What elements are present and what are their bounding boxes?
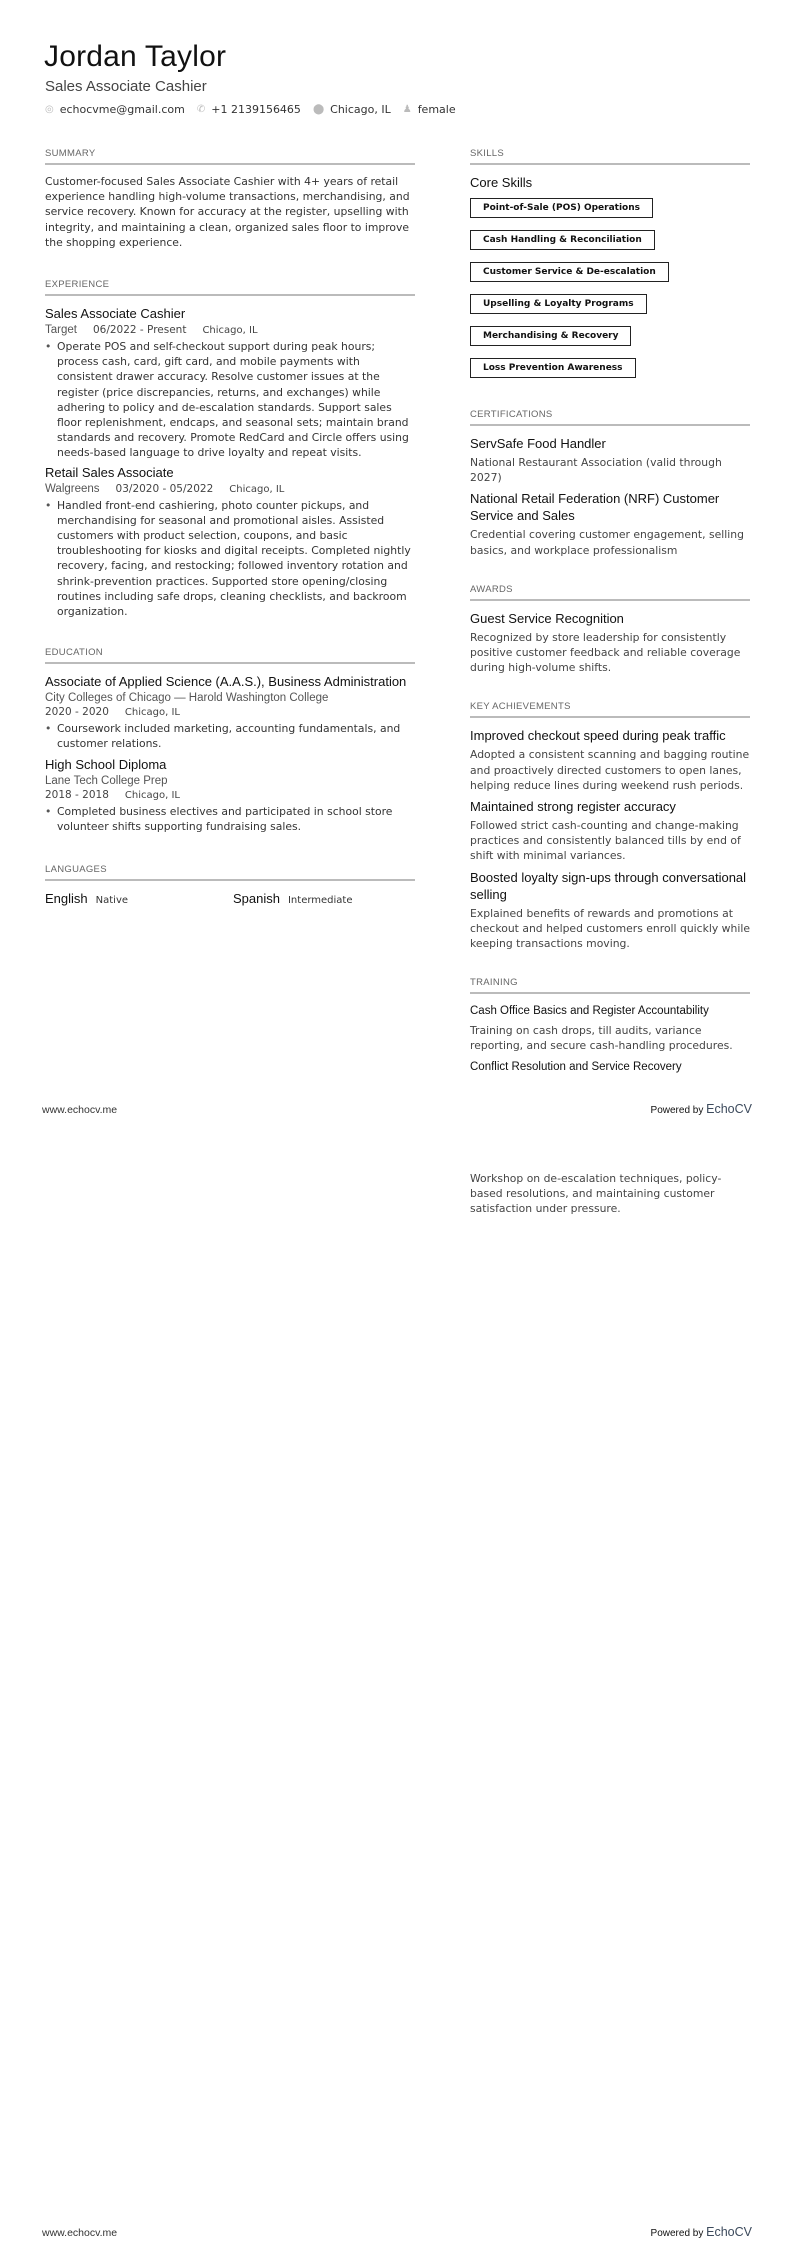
company: Walgreens — [45, 482, 100, 495]
job-dates: 03/2020 - 05/2022 — [115, 482, 214, 495]
training-name: Conflict Resolution and Service Recovery — [470, 1060, 682, 1073]
cert-detail: National Restaurant Association (valid through 2027) — [470, 456, 722, 485]
powered-by-text: Powered by — [650, 1105, 704, 1116]
training-name: Cash Office Basics and Register Accountability — [470, 1005, 709, 1018]
job-entry — [45, 305, 415, 461]
experience-section — [45, 279, 415, 619]
section-heading: LANGUAGES — [45, 864, 415, 881]
section-heading: CERTIFICATIONS — [470, 409, 750, 426]
edu-bullet: • Completed business electives and participated in school store volunteer shifts supporting fundraising sales. — [45, 804, 415, 834]
edu-bullet: • Coursework included marketing, accounting fundamentals, and customer relations. — [45, 721, 415, 751]
job-bullet: • Handled front-end cashiering, photo counter pickups, and merchandising for seasonal and promotional aisles. Assisted customers with product selection, coupons, and basic troubleshooting for kiosks and digital receipts. Completed nightly recovery, facing, and restocking; followed inventory rotation and shrink-prevention practices. Supported store opening/closing routines including safe drops, cleaning checklists, and backroom organization. — [45, 498, 415, 620]
skill-list — [470, 195, 750, 387]
skill-chip: Point-of-Sale (POS) Operations — [470, 198, 653, 218]
languages-section — [45, 864, 415, 907]
education-entry — [45, 756, 415, 834]
edu-location: Chicago, IL — [124, 789, 180, 801]
right-column — [470, 148, 750, 1076]
skill-chip: Customer Service & De-escalation — [470, 262, 669, 282]
brand-logo-text: EchoCV — [706, 2225, 752, 2239]
degree: Associate of Applied Science (A.A.S.), Business Administration — [45, 674, 407, 690]
language-level: Native — [95, 895, 129, 907]
footer-website-link[interactable]: www.echocv.me — [42, 2227, 118, 2239]
cert-name: ServSafe Food Handler — [470, 436, 606, 451]
section-heading: SUMMARY — [45, 148, 415, 165]
achievement-name: Improved checkout speed during peak traffic — [470, 728, 726, 744]
job-dates: 06/2022 - Present — [92, 324, 187, 337]
edu-dates: 2020 - 2020 — [45, 706, 109, 719]
certifications-section — [470, 409, 750, 558]
footer-powered-by[interactable] — [651, 1102, 752, 1116]
section-heading: KEY ACHIEVEMENTS — [470, 701, 750, 718]
job-location: Chicago, IL — [202, 325, 258, 337]
email-text: echocvme@gmail.com — [59, 103, 185, 116]
education-entry — [45, 673, 415, 751]
school: Lane Tech College Prep — [45, 774, 168, 787]
footer-powered-by[interactable] — [651, 2225, 752, 2239]
left-column — [45, 148, 415, 907]
job-title: Retail Sales Associate — [45, 464, 174, 480]
cert-detail: Credential covering customer engagement, selling basics, and workplace professionalism — [470, 528, 744, 557]
language-name: Spanish — [233, 891, 280, 907]
job-entry — [45, 464, 415, 620]
education-section — [45, 647, 415, 834]
awards-section — [470, 584, 750, 676]
summary-text: Customer-focused Sales Associate Cashier with 4+ years of retail experience handling high-volume transactions, merchandising, and service recovery. Known for accuracy at the register, upselling with integrity, and maintaining a clean, organized sales floor to improve the shopping experience. — [45, 175, 410, 249]
footer-website-link[interactable]: www.echocv.me — [42, 1104, 118, 1116]
achievement-detail: Adopted a consistent scanning and bagging routine and proactively directed customers to open lanes, helping reduce lines during weekend rush periods. — [470, 748, 750, 792]
phone-icon: ✆ — [196, 104, 206, 115]
job-bullet: • Operate POS and self-checkout support during peak hours; process cash, card, gift card, and mobile payments with consistent drawer accuracy. Resolve customer issues at the register (price discrepancies, returns, and exchanges) while adhering to policy and de-escalation standards. Support sales floor replenishment, endcaps, and seasonal sets; maintain brand standards and recovery. Promote RedCard and Circle offers using needs-based language to drive loyalty and repeat visits. — [45, 339, 415, 461]
section-heading: TRAINING — [470, 977, 750, 994]
achievements-section — [470, 701, 750, 951]
degree: High School Diploma — [45, 756, 167, 772]
skills-section — [470, 148, 750, 387]
job-title: Sales Associate Cashier — [45, 306, 186, 322]
candidate-title: Sales Associate Cashier — [45, 78, 207, 95]
cert-name: National Retail Federation (NRF) Customer Service and Sales — [470, 491, 720, 524]
skill-chip: Merchandising & Recovery — [470, 326, 631, 346]
contact-bar — [45, 103, 456, 116]
award-detail: Recognized by store leadership for consistently positive customer feedback and reliable coverage during high-volume shifts. — [470, 630, 741, 675]
phone-text: +1 2139156465 — [211, 103, 301, 116]
gender-text: female — [417, 103, 456, 116]
language-level: Intermediate — [287, 895, 353, 907]
language-name: English — [45, 891, 88, 907]
achievement-name: Boosted loyalty sign-ups through conversational selling — [470, 869, 747, 902]
contact-email[interactable] — [45, 103, 185, 116]
summary-section — [45, 148, 415, 250]
school: City Colleges of Chicago — Harold Washington College — [45, 692, 329, 705]
skill-chip: Upselling & Loyalty Programs — [470, 294, 647, 314]
language-item — [45, 890, 233, 907]
skill-group-title: Core Skills — [470, 175, 533, 190]
achievement-detail: Explained benefits of rewards and promotions at checkout and helped customers enroll quickly while keeping transactions moving. — [470, 906, 750, 951]
job-location: Chicago, IL — [229, 483, 285, 495]
contact-phone[interactable] — [197, 103, 301, 116]
brand-logo-text: EchoCV — [706, 1102, 752, 1116]
company: Target — [45, 324, 77, 337]
section-heading: AWARDS — [470, 584, 750, 601]
section-heading: SKILLS — [470, 148, 750, 165]
training-detail: Workshop on de-escalation techniques, policy-based resolutions, and maintaining customer satisfaction under pressure. — [470, 1172, 722, 1216]
training-section — [470, 977, 750, 1075]
edu-dates: 2018 - 2018 — [45, 788, 109, 801]
candidate-name: Jordan Taylor — [44, 40, 227, 73]
contact-location — [313, 103, 391, 116]
section-heading: EXPERIENCE — [45, 279, 415, 296]
section-heading: EDUCATION — [45, 647, 415, 664]
location-text: Chicago, IL — [330, 103, 391, 116]
training-detail: Training on cash drops, till audits, variance reporting, and secure cash-handling procedures. — [470, 1024, 733, 1053]
skill-chip: Loss Prevention Awareness — [470, 358, 636, 378]
powered-by-text: Powered by — [650, 2228, 704, 2239]
location-pin-icon: ⬤ — [312, 104, 325, 115]
person-icon: ♟ — [402, 104, 412, 115]
achievement-detail: Followed strict cash-counting and change-making practices and consistently balanced tills by end of shift with minimal variances. — [470, 819, 741, 863]
edu-location: Chicago, IL — [124, 707, 180, 719]
at-icon: ◎ — [45, 104, 54, 115]
language-list — [45, 890, 415, 907]
contact-gender — [403, 103, 456, 116]
award-name: Guest Service Recognition — [470, 610, 624, 626]
skill-chip: Cash Handling & Reconciliation — [470, 230, 655, 250]
achievement-name: Maintained strong register accuracy — [470, 799, 676, 815]
language-item — [233, 890, 353, 907]
